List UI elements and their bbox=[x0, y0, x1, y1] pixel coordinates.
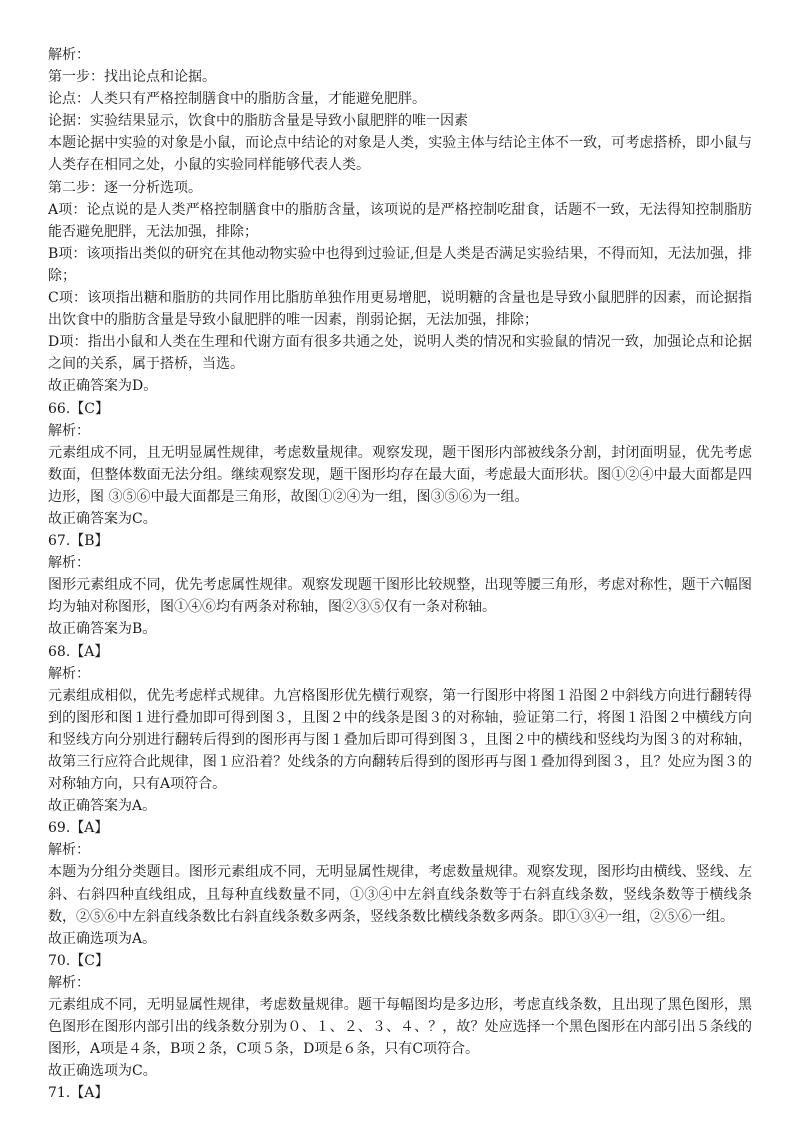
question-number: 70.【C】 bbox=[48, 952, 109, 969]
analysis-paragraph: 元素组成相似，优先考虑样式规律。九宫格图形优先横行观察，第一行图形中将图１沿图２中斜线方向进行翻转得到的图形和图１进行叠加即可得到图３，且图２中的线条是图３的对称轴，验证第二行，将图１沿图２中横线方向和竖线方向分别进行翻转后得到的图形再与图１叠加后即可得到图３，且图２中的横线和竖线均为图３的对称轴，故第三行应符合此规律，图１应沿着？处线条的方向翻转后得到的图形再与图１叠加得到图３，且？处应为图３的对称轴方向，只有A项符合。 bbox=[48, 687, 752, 793]
answer-line: 故正确答案为A。 bbox=[48, 798, 157, 815]
answer-line: 故正确选项为A。 bbox=[48, 930, 157, 947]
analysis-label: 解析： bbox=[48, 555, 90, 572]
option-c-analysis: C项：该项指出糖和脂肪的共同作用比脂肪单独作用更易增肥，说明糖的含量也是导致小鼠肥胖的因素，而论据指出饮食中的脂肪含量是导致小鼠肥胖的唯一因素，削弱论据，无法加强，排除； bbox=[48, 290, 752, 329]
answer-line: 故正确答案为D。 bbox=[48, 378, 158, 395]
question-number: 67.【B】 bbox=[48, 533, 109, 550]
analysis-paragraph: 元素组成不同，无明显属性规律，考虑数量规律。题干每幅图均是多边形，考虑直线条数，且出现了黑色图形，黑色图形在图形内部引出的线条数分别为０、１、２、３、４、？，故？处应选择一个黑色图形在内部引出５条线的图形，A项是４条，B项２条，C项５条，D项是６条，只有C项符合。 bbox=[48, 997, 752, 1058]
argument-explanation: 本题论据中实验的对象是小鼠，而论点中结论的对象是人类，实验主体与结论主体不一致，可考虑搭桥，即小鼠与人类存在相同之处，小鼠的实验同样能够代表人类。 bbox=[48, 135, 752, 174]
step-heading: 第一步：找出论点和论据。 bbox=[48, 69, 216, 86]
analysis-label: 解析： bbox=[48, 974, 90, 991]
option-b-analysis: B项：该项指出类似的研究在其他动物实验中也得到过验证,但是人类是否满足实验结果，不得而知，无法加强，排除； bbox=[48, 245, 752, 284]
question-number: 66.【C】 bbox=[48, 400, 109, 417]
analysis-label: 解析： bbox=[48, 422, 90, 439]
answer-line: 故正确选项为C。 bbox=[48, 1063, 157, 1080]
analysis-paragraph: 元素组成不同，且无明显属性规律，考虑数量规律。观察发现，题干图形内部被线条分割，封闭面明显，优先考虑数面，但整体数面无法分组。继续观察发现，题干图形均存在最大面，考虑最大面形状。图①②④中最大面都是四边形，图 ③⑤⑥中最大面都是三角形，故图①②④为一组，图③⑤⑥为一组。 bbox=[48, 444, 752, 505]
option-a-analysis: A项：论点说的是人类严格控制膳食中的脂肪含量，该项说的是严格控制吃甜食，话题不一致，无法得知控制脂肪能否避免肥胖，无法加强，排除； bbox=[48, 201, 752, 240]
question-number: 71.【A】 bbox=[48, 1085, 109, 1102]
analysis-paragraph: 本题为分组分类题目。图形元素组成不同，无明显属性规律，考虑数量规律。观察发现，图形均由横线、竖线、左斜、右斜四种直线组成，且每种直线数量不同，①③④中左斜直线条数等于右斜直线条数，竖线条数等于横线条数，②⑤⑥中左斜直线条数比右斜直线条数多两条，竖线条数比横线条数多两条。即①③④一组，②⑤⑥一组。 bbox=[48, 864, 752, 925]
analysis-label: 解析： bbox=[48, 47, 90, 63]
answer-line: 故正确答案为B。 bbox=[48, 621, 157, 638]
analysis-paragraph: 图形元素组成不同，优先考虑属性规律。观察发现题干图形比较规整，出现等腰三角形，考虑对称性，题干六幅图均为轴对称图形，图①④⑥均有两条对称轴，图②③⑤仅有一条对称轴。 bbox=[48, 577, 752, 616]
argument-point: 论点：人类只有严格控制膳食中的脂肪含量，才能避免肥胖。 bbox=[48, 91, 426, 108]
question-number: 69.【A】 bbox=[48, 820, 109, 837]
analysis-label: 解析： bbox=[48, 842, 90, 859]
answer-line: 故正确答案为C。 bbox=[48, 510, 157, 527]
option-d-analysis: D项：指出小鼠和人类在生理和代谢方面有很多共通之处，说明人类的情况和实验鼠的情况一致，加强论点和论据之间的关系，属于搭桥，当选。 bbox=[48, 334, 752, 373]
analysis-label: 解析： bbox=[48, 665, 90, 682]
question-number: 68.【A】 bbox=[48, 643, 109, 660]
argument-evidence: 论据：实验结果显示，饮食中的脂肪含量是导致小鼠肥胖的唯一因素 bbox=[48, 113, 468, 130]
step-heading: 第二步：逐一分析选项。 bbox=[48, 179, 202, 196]
